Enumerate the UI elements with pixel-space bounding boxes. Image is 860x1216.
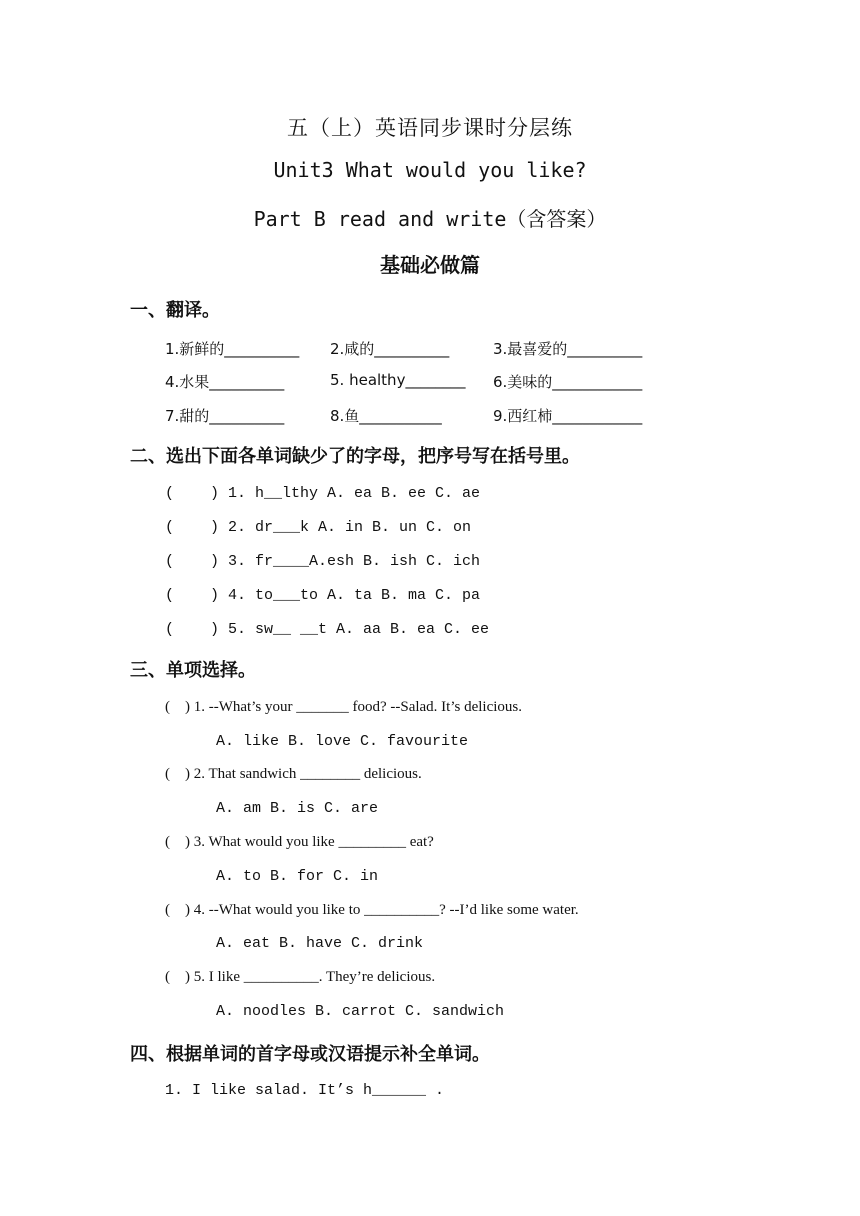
choice-options: A. noodles B. carrot C. sandwich xyxy=(216,1003,505,1020)
section-1-heading: 一、翻译。 xyxy=(130,300,220,321)
choice-question: ( ) 2. That sandwich ________ delicious. xyxy=(165,766,422,782)
section-2-heading: 二、选出下面各单词缺少了的字母，把序号写在括号里。 xyxy=(130,446,580,467)
vocab-item: 2.咸的__________ xyxy=(330,340,450,358)
section-3-heading: 三、单项选择。 xyxy=(130,660,256,681)
choice-options: A. eat B. have C. drink xyxy=(216,935,424,952)
section-4-heading: 四、根据单词的首字母或汉语提示补全单词。 xyxy=(130,1044,490,1065)
unit-title: Unit3 What would you like? xyxy=(273,158,587,182)
missing-letter-question: ( ) 3. fr____A.esh B. ish C. ich xyxy=(165,553,481,570)
part-title: Part B read and write（含答案） xyxy=(253,207,607,231)
vocab-item: 8.鱼___________ xyxy=(330,407,442,425)
vocab-item: 7.甜的__________ xyxy=(165,407,285,425)
choice-options: A. to B. for C. in xyxy=(216,868,379,885)
vocab-item: 6.美味的____________ xyxy=(493,373,643,391)
vocab-item: 1.新鲜的__________ xyxy=(165,340,300,358)
vocab-item: 9.西红柿____________ xyxy=(493,407,643,425)
missing-letter-question: ( ) 1. h__lthy A. ea B. ee C. ae xyxy=(165,485,481,502)
vocab-item: 3.最喜爱的__________ xyxy=(493,340,643,358)
missing-letter-question: ( ) 2. dr___k A. in B. un C. on xyxy=(165,519,472,536)
level-title: 基础必做篇 xyxy=(380,253,480,277)
choice-question: ( ) 3. What would you like _________ eat? xyxy=(165,834,434,850)
missing-letter-question: ( ) 4. to___to A. ta B. ma C. pa xyxy=(165,587,481,604)
choice-question: ( ) 5. I like __________. They’re delicious. xyxy=(165,969,436,985)
choice-question: ( ) 1. --What’s your _______ food? --Salad. It’s delicious. xyxy=(165,699,523,715)
vocab-item: 4.水果__________ xyxy=(165,373,285,391)
worksheet-title: 五（上）英语同步课时分层练 xyxy=(287,116,573,140)
fill-word-question: 1. I like salad. It’s h______ . xyxy=(165,1082,445,1099)
choice-options: A. am B. is C. are xyxy=(216,800,379,817)
missing-letter-question: ( ) 5. sw__ __t A. aa B. ea C. ee xyxy=(165,621,490,638)
choice-options: A. like B. love C. favourite xyxy=(216,733,469,750)
choice-question: ( ) 4. --What would you like to __________? --I’d like some water. xyxy=(165,902,579,918)
vocab-item: 5. healthy________ xyxy=(330,371,466,389)
